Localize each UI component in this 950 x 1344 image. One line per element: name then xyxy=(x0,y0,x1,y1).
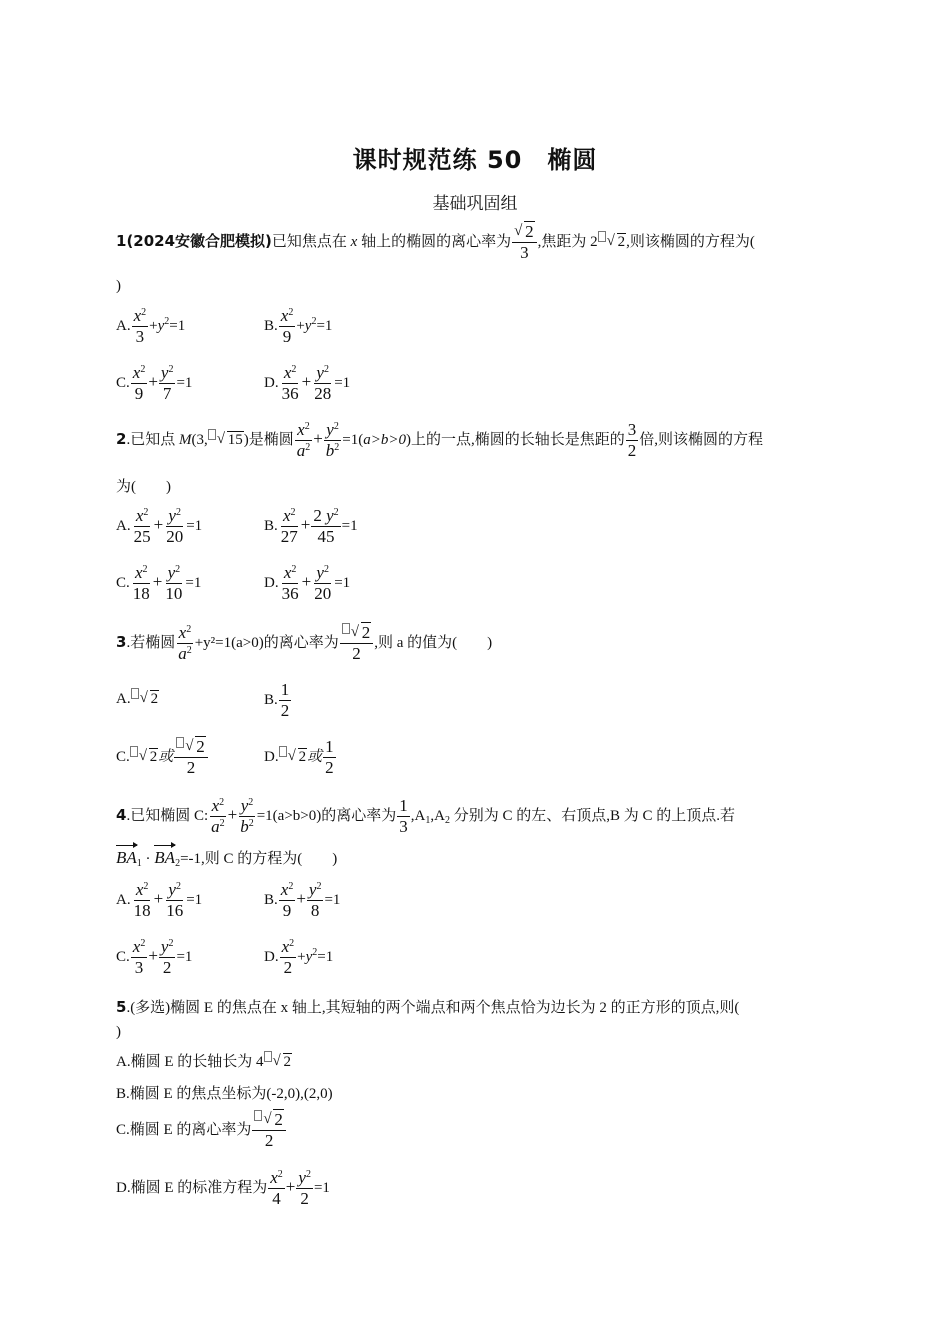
q1-option-a[interactable]: A. $\frac{x^2}{3}$ $+y^2=1$ xyxy=(116,306,186,346)
question-1-close: ) xyxy=(116,278,121,294)
q5-option-b[interactable]: B.椭圆 E 的焦点坐标为(-2,0),(2,0) xyxy=(116,1086,333,1102)
q5-option-d[interactable]: D.椭圆 E 的标准方程为 $\frac{x^2}{4}$ + $\frac{y^2}{2}$ =1 xyxy=(116,1168,330,1208)
q4-option-d[interactable]: D. $\frac{x^2}{2}$ $+y^2=1$ xyxy=(264,937,334,977)
question-2: 2.已知点 M(3,√ 15)是椭圆 $\frac{x^2}{a^2}$ + $\frac{y^2}{b^2}$ =1(a>b>0)上的一点,椭圆的长轴长是焦距的 $\frac{3}{2}$ 倍,则该椭圆的方程 xyxy=(116,420,763,461)
question-2-line2: 为( ) xyxy=(116,479,171,495)
q1-option-c[interactable]: C. $\frac{x^2}{9}$ + $\frac{y^2}{7}$ =1 xyxy=(116,363,193,403)
q2-option-d[interactable]: D. $\frac{x^2}{36}$ + $\frac{y^2}{20}$ =1 xyxy=(264,563,351,603)
q3-option-a[interactable]: A.√ 2 xyxy=(116,688,159,708)
q4-option-a[interactable]: A. $\frac{x^2}{18}$ + $\frac{y^2}{16}$ =1 xyxy=(116,880,203,920)
section-title: 基础巩固组 xyxy=(432,194,518,214)
question-5-close: ) xyxy=(116,1024,121,1040)
question-5: 5.(多选)椭圆 E 的焦点在 x 轴上,其短轴的两个端点和两个焦点恰为边长为 2 的正方形的顶点,则( xyxy=(116,998,740,1016)
placeholder-box-icon xyxy=(598,231,606,242)
q3-option-c[interactable]: C.√ 2或 √ $\frac{2}{2}$ xyxy=(116,737,209,778)
q2-option-c[interactable]: C. $\frac{x^2}{18}$ + $\frac{y^2}{10}$ =1 xyxy=(116,563,202,603)
q2-option-b[interactable]: B. $\frac{x^2}{27}$ + $\frac{2 y^2}{45}$ =1 xyxy=(264,506,358,546)
placeholder-box-icon xyxy=(208,429,216,440)
q1-option-b[interactable]: B. $\frac{x^2}{9}$ $+y^2=1$ xyxy=(264,306,333,346)
q4-option-c[interactable]: C. $\frac{x^2}{3}$ + $\frac{y^2}{2}$ =1 xyxy=(116,937,193,977)
question-4: 4.已知椭圆 C: $\frac{x^2}{a^2}$ + $\frac{y^2}{b^2}$ =1(a>b>0)的离心率为 $\frac{1}{3}$ $,A_1,A_2$ 分别为 C 的左、右顶点,B 为 C 的上顶点.若 xyxy=(116,796,735,836)
q5-option-c[interactable]: C.椭圆 E 的离心率为 √ $\frac{2}{2}$ xyxy=(116,1110,287,1151)
question-1: 1(2024安徽合肥模拟)已知焦点在 x 轴上的椭圆的离心率为 √ $\frac{2}{3}$ ,焦距为 2√ 2,则该椭圆的方程为( xyxy=(116,222,755,263)
question-4-line2: $BA_1 \cdot BA_2=-1$,则 C 的方程为( ) xyxy=(116,848,338,869)
q4-option-b[interactable]: B. $\frac{x^2}{9}$ + $\frac{y^2}{8}$ =1 xyxy=(264,880,341,920)
q2-option-a[interactable]: A. $\frac{x^2}{25}$ + $\frac{y^2}{20}$ =1 xyxy=(116,506,203,546)
page-title: 课时规范练 50 椭圆 xyxy=(352,146,598,174)
q3-option-b[interactable]: B. $\frac{1}{2}$ xyxy=(264,680,290,720)
q1-option-d[interactable]: D. $\frac{x^2}{36}$ + $\frac{y^2}{28}$ =1 xyxy=(264,363,351,403)
question-3: 3.若椭圆 $\frac{x^2}{a^2}$ +y²=1(a>0)的离心率为 √ $\frac{2}{2}$ ,则 a 的值为( ) xyxy=(116,623,492,664)
q5-option-a[interactable]: A.椭圆 E 的长轴长为 4√ 2 xyxy=(116,1050,292,1071)
q3-option-d[interactable]: D.√ 2或 $\frac{1}{2}$ xyxy=(264,737,337,778)
